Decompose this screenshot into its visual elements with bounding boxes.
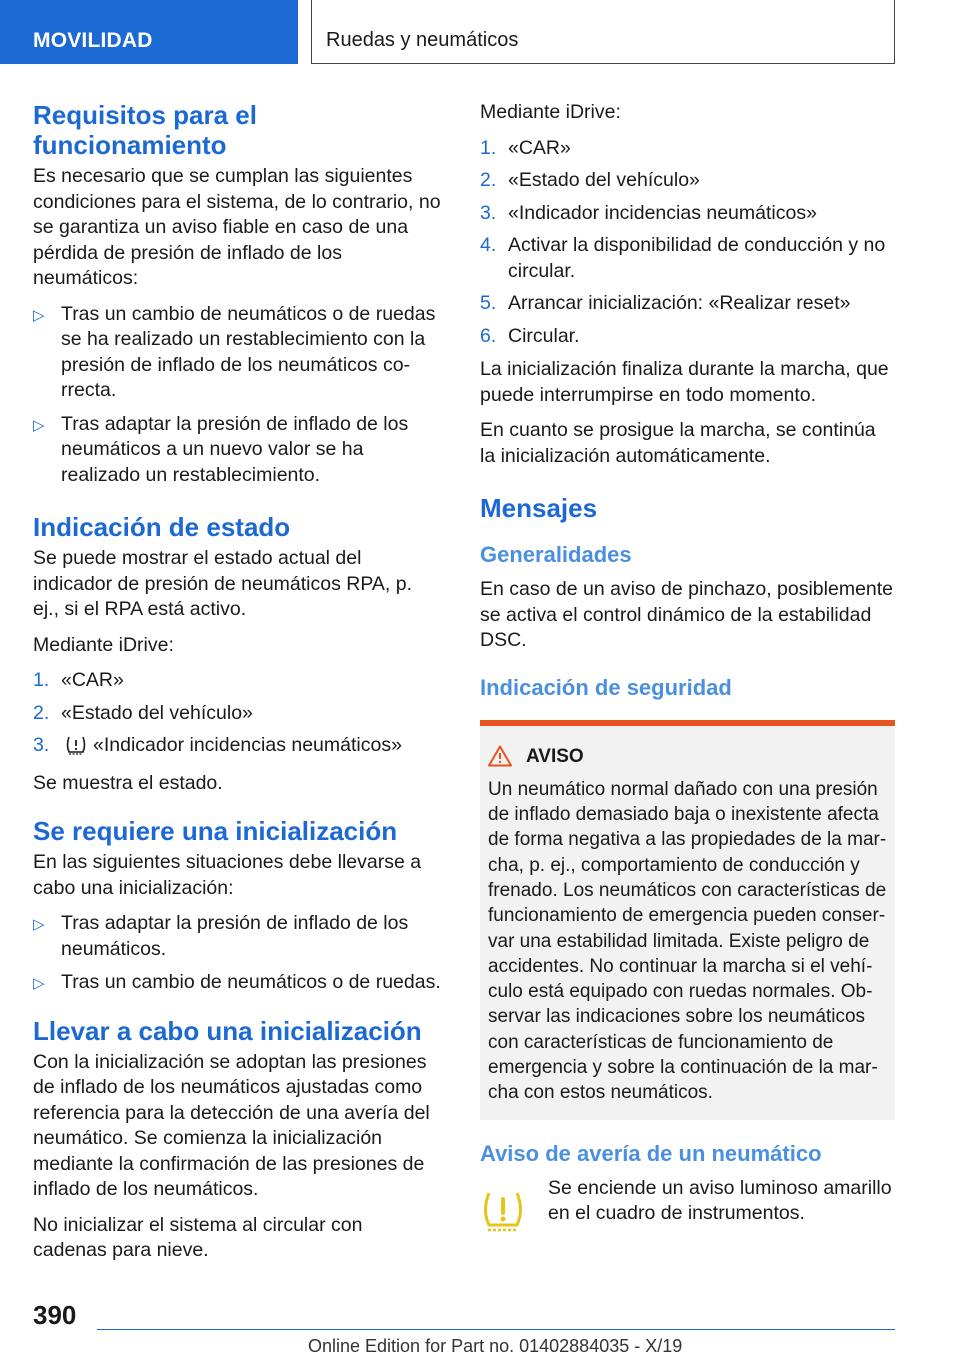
status-via: Mediante iDrive: <box>33 633 174 656</box>
list-item: ▷ Tras adaptar la presión de inflado de los neumáticos a un nuevo valor se ha realizado un restablecimiento. <box>33 412 409 486</box>
warning-text: Un neumático normal dañado con una presión de inflado demasiado baja o inexistente afecta de forma negativa a las propiedades de la marcha, p. ej., comportamiento de conducción y frenado. Los neumáticos con características de funcionamiento de emergencia pueden conservar una estabilidad limitada. Existe peligro de accidentes. No continuar la marcha si el vehículo está equipado con ruedas normales. Observar las indicaciones sobre los neumáticos con características de funcionamiento de emergencia y sobre la continuación de la marcha con estos neumáticos. <box>488 778 887 1104</box>
heading-messages: Mensajes <box>480 493 598 523</box>
list-item: 1. «CAR» <box>33 669 124 691</box>
list-item: 3. «Indicador incidencias neumáticos» <box>480 201 817 224</box>
init-via: Mediante iDrive: <box>480 101 621 123</box>
triangle-bullet-icon: ▷ <box>33 916 45 933</box>
perform-init-text: Con la inicialización se adoptan las presiones de inflado de los neumáticos ajustadas como referencia para la detección de una avería del neumático. Se comienza la inicialización mediante la confirmación de las presiones de inflado de los neumáticos. <box>33 1050 430 1200</box>
snow-chains-note: No inicializar el sistema al circular con cadenas para nieve. <box>33 1213 363 1261</box>
tire-pressure-icon <box>65 735 87 763</box>
status-text: Se puede mostrar el estado actual del indicador de presión de neumáticos RPA, p. ej., si el RPA está activo. <box>33 547 413 620</box>
section-tab: MOVILIDAD <box>0 0 298 64</box>
list-item: 6. Circular. <box>480 324 580 347</box>
tire-pressure-warning-icon <box>480 1190 526 1232</box>
list-item: 4. Activar la disponibilidad de conducción y no circular. <box>480 234 886 282</box>
status-steps <box>33 668 441 763</box>
init-finish-text: La inicialización finaliza durante la marcha, que puede interrumpirse en todo momento. <box>480 358 889 406</box>
heading-tire-failure: Aviso de avería de un neumático <box>480 1140 822 1166</box>
list-item: 2. «Estado del vehículo» <box>480 169 700 191</box>
init-required-text: En las siguientes situaciones debe llevarse a cabo una inicialización: <box>33 851 422 899</box>
warning-triangle-icon <box>488 745 512 767</box>
triangle-bullet-icon: ▷ <box>33 975 45 992</box>
list-item: ▷ Tras un cambio de neumáticos o de ruedas se ha realizado un restablecimiento con la presión de inflado de los neumáticos correcta. <box>33 302 436 401</box>
init-required-list <box>33 911 441 996</box>
list-item: 3. «Indicador incidencias neumáticos» <box>33 733 441 763</box>
requirements-list <box>33 302 441 489</box>
heading-safety: Indicación de seguridad <box>480 674 732 700</box>
heading-perform-init: Llevar a cabo una inicialización <box>33 1015 422 1046</box>
right-column <box>480 100 895 1232</box>
chapter-title: Ruedas y neumáticos <box>311 0 895 64</box>
heading-general: Generalidades <box>480 542 632 567</box>
warning-box <box>480 720 895 1120</box>
heading-init-required: Se requiere una inicialización <box>33 816 398 846</box>
status-result: Se muestra el estado. <box>33 771 223 794</box>
footer-edition: Online Edition for Part no. 01402884035 - X/19 <box>308 1336 683 1356</box>
triangle-bullet-icon: ▷ <box>33 306 45 324</box>
page-number: 390 <box>33 1300 77 1330</box>
general-text: En caso de un aviso de pinchazo, posiblemente se activa el control dinámico de la estabilidad DSC. <box>480 578 894 651</box>
list-item: 1. «CAR» <box>480 136 571 159</box>
tire-warning-text: Se enciende un aviso luminoso amarillo en el cuadro de instrumentos. <box>548 1176 892 1225</box>
heading-status: Indicación de estado <box>33 512 291 542</box>
tire-warning-row <box>480 1176 895 1232</box>
list-item: ▷ Tras adaptar la presión de inflado de los neumáticos. <box>33 912 409 960</box>
left-column <box>33 100 441 1274</box>
list-item: 5. Arrancar inicialización: «Realizar reset» <box>480 292 851 314</box>
footer-divider <box>97 1329 895 1330</box>
init-steps <box>480 136 895 350</box>
triangle-bullet-icon: ▷ <box>33 416 45 434</box>
list-item: 2. «Estado del vehículo» <box>33 701 253 724</box>
warning-label: AVISO <box>526 745 584 767</box>
list-item: ▷ Tras un cambio de neumáticos o de ruedas. <box>33 970 441 996</box>
heading-requirements: Requisitos para el funcionamiento <box>33 100 257 160</box>
requirements-text: Es necesario que se cumplan las siguientes condiciones para el sistema, de lo contrario, no se garantiza un aviso fiable en caso de una pérdida de presión de inflado de los neumáticos: <box>33 165 441 289</box>
init-continue-text: En cuanto se prosigue la marcha, se continúa la inicialización automáticamente. <box>480 419 876 467</box>
